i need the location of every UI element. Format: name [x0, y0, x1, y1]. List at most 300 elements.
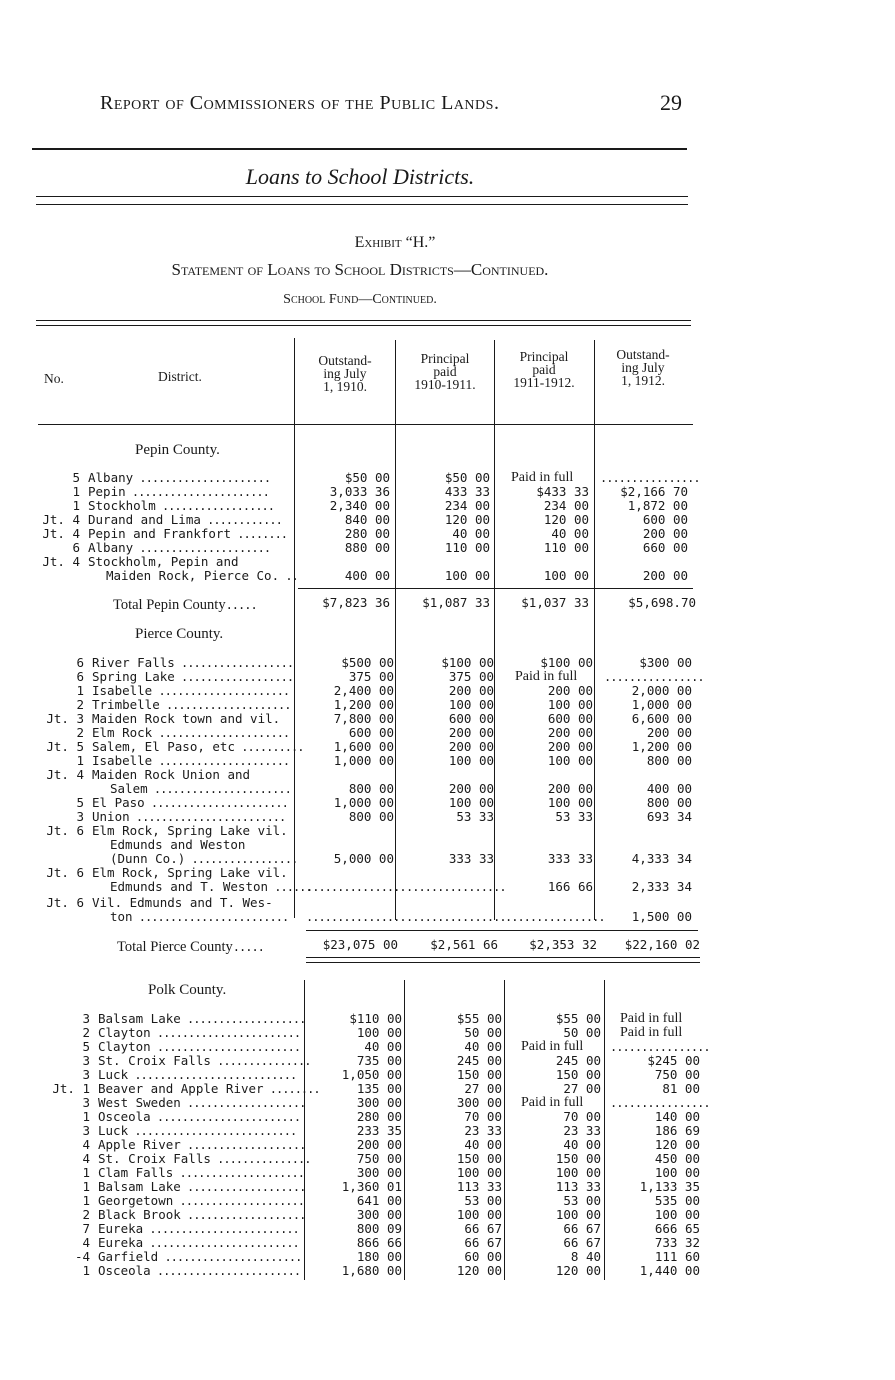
- amount-c1: 100 00: [356, 1025, 402, 1040]
- amount-c2: 600 00: [448, 711, 494, 726]
- row-number: 3: [82, 1053, 90, 1068]
- row-number: 4: [82, 1137, 90, 1152]
- total-pepin-c1: $7,823 36: [322, 595, 390, 610]
- running-head: Report of Commissioners of the Public Lands.: [100, 92, 500, 114]
- amount-c2: 70 00: [464, 1109, 502, 1124]
- leader-dots: ...................: [180, 1096, 306, 1110]
- row-number: 4: [82, 1151, 90, 1166]
- district-name: (Dunn Co.) .................: [110, 851, 298, 866]
- county-heading-pepin: Pepin County.: [135, 442, 220, 458]
- empty-leader-dots: ................: [610, 1096, 710, 1110]
- amount-c4: 1,000 00: [631, 697, 692, 712]
- district-name: Maiden Rock Union and: [92, 767, 251, 782]
- amount-c4: 1,133 35: [639, 1179, 700, 1194]
- amount-c2: 53 00: [464, 1193, 502, 1208]
- leader-dots: .....................: [133, 541, 271, 555]
- amount-c1: 1,050 00: [341, 1067, 402, 1082]
- amount-c1: $50 00: [344, 470, 390, 485]
- amount-c2: 100 00: [444, 568, 490, 583]
- amount-c3: 100 00: [547, 753, 593, 768]
- district-name: Georgetown ....................: [98, 1193, 304, 1208]
- statement-title: Statement of Loans to School Districts—Continued.: [171, 260, 549, 279]
- row-number: 1: [82, 1179, 90, 1194]
- amount-c1: 200 00: [356, 1137, 402, 1152]
- amount-c1: 135 00: [356, 1081, 402, 1096]
- amount-c1: 1,600 00: [333, 739, 394, 754]
- leader-dots: ........................: [143, 1236, 299, 1250]
- district-name: Vil. Edmunds and T. Wes-: [92, 895, 273, 910]
- amount-c2: 60 00: [464, 1249, 502, 1264]
- amount-c4: 200 00: [642, 526, 688, 541]
- page-number: 29: [660, 90, 682, 115]
- amount-c3: 110 00: [543, 540, 589, 555]
- subtotal-rule: [298, 588, 693, 589]
- amount-c2: 100 00: [456, 1165, 502, 1180]
- row-number: 1: [72, 484, 80, 499]
- amount-c2: 100 00: [456, 1207, 502, 1222]
- row-number: Jt. 6: [46, 865, 84, 880]
- amount-c4: 200 00: [646, 725, 692, 740]
- amount-c3: 40 00: [563, 1137, 601, 1152]
- leader-dots: ....................: [173, 1194, 304, 1208]
- leader-dots: .....................: [152, 754, 290, 768]
- amount-c4: 800 00: [646, 795, 692, 810]
- row-number: 1: [72, 498, 80, 513]
- amount-c3: 23 33: [563, 1123, 601, 1138]
- amount-c1: 735 00: [356, 1053, 402, 1068]
- table-top-rule-1: [36, 320, 691, 321]
- amount-c2: 40 00: [464, 1039, 502, 1054]
- district-name: Beaver and Apple River ........: [98, 1081, 320, 1096]
- leader-dots: ...................: [180, 1208, 306, 1222]
- amount-c3: 100 00: [543, 568, 589, 583]
- section-rule-1: [36, 196, 688, 197]
- district-name: Edmunds and Weston: [110, 837, 246, 852]
- leader-dots: .......................: [150, 1040, 301, 1054]
- total-pepin-c4: $5,698.70: [628, 595, 696, 610]
- district-name: Luck ..........................: [98, 1067, 297, 1082]
- amount-c3: 100 00: [547, 795, 593, 810]
- col-header-paid-1910-1911: Principal paid 1910-1911.: [414, 351, 476, 392]
- district-name: Apple River ...................: [98, 1137, 306, 1152]
- district-name: Eureka ........................: [98, 1235, 299, 1250]
- amount-c4: 100 00: [654, 1207, 700, 1222]
- amount-c4: 600 00: [642, 512, 688, 527]
- amount-c1: 280 00: [356, 1109, 402, 1124]
- leader-dots: ........: [231, 527, 288, 541]
- amount-c3: 333 33: [547, 851, 593, 866]
- col-header-no: No.: [44, 371, 64, 386]
- amount-c1: 3,033 36: [329, 484, 390, 499]
- amount-c3: 600 00: [547, 711, 593, 726]
- row-number: 5: [72, 470, 80, 485]
- row-number: 3: [76, 809, 84, 824]
- row-number: Jt. 3: [46, 711, 84, 726]
- amount-c3: 100 00: [555, 1165, 601, 1180]
- amount-c2: 333 33: [448, 851, 494, 866]
- amount-c1: 5,000 00: [333, 851, 394, 866]
- amount-c2: 120 00: [444, 512, 490, 527]
- col-header-outstanding-1910: Outstand- ing July 1, 1910.: [318, 353, 372, 394]
- amount-c1: 1,680 00: [341, 1263, 402, 1278]
- district-name: Stockholm, Pepin and: [88, 554, 239, 569]
- amount-c4: 1,500 00: [631, 909, 692, 924]
- amount-c4: 111 60: [654, 1249, 700, 1264]
- amount-c3: 200 00: [547, 781, 593, 796]
- amount-c4: 2,333 34: [631, 879, 692, 894]
- col-header-outstanding-1912: Outstand- ing July 1, 1912.: [616, 347, 670, 388]
- amount-c3: 53 33: [555, 809, 593, 824]
- leader-dots: ........: [263, 1082, 320, 1096]
- amount-c1: 180 00: [356, 1249, 402, 1264]
- leader-dots: ........................: [132, 910, 289, 924]
- leader-dots: ..: [279, 569, 298, 583]
- leader-dots: .......................: [150, 1264, 301, 1278]
- amount-c1: 300 00: [356, 1095, 402, 1110]
- amount-c2: $50 00: [444, 470, 490, 485]
- empty-leader-dots: ................: [406, 880, 506, 894]
- row-number: 3: [82, 1067, 90, 1082]
- amount-c3: 166 66: [547, 879, 593, 894]
- row-number: 4: [82, 1235, 90, 1250]
- row-number: Jt. 4: [42, 526, 80, 541]
- amount-c2: 150 00: [456, 1151, 502, 1166]
- county-heading-pierce: Pierce County.: [135, 626, 224, 642]
- amount-c3: 120 00: [555, 1263, 601, 1278]
- col-divider: [604, 980, 605, 1280]
- leader-dots: .......................: [150, 1026, 301, 1040]
- col-divider: [594, 340, 595, 920]
- col-divider: [494, 340, 495, 920]
- district-name: Durand and Lima ............: [88, 512, 282, 527]
- district-name: Elm Rock .....................: [92, 725, 290, 740]
- district-name: West Sweden ...................: [98, 1095, 306, 1110]
- amount-c3: 150 00: [555, 1067, 601, 1082]
- row-number: 3: [82, 1095, 90, 1110]
- amount-c2: 66 67: [464, 1235, 502, 1250]
- empty-leader-dots: ................: [604, 670, 704, 684]
- row-number: Jt. 5: [46, 739, 84, 754]
- amount-c3: 120 00: [543, 512, 589, 527]
- amount-c3: 70 00: [563, 1109, 601, 1124]
- amount-c1: 300 00: [356, 1207, 402, 1222]
- amount-c4: 535 00: [654, 1193, 700, 1208]
- amount-c2: 23 33: [464, 1123, 502, 1138]
- amount-c1: 1,200 00: [333, 697, 394, 712]
- leader-dots: ..................: [155, 499, 275, 513]
- district-name: Elm Rock, Spring Lake vil.: [92, 865, 288, 880]
- amount-c3: 50 00: [563, 1025, 601, 1040]
- district-name: Union ........................: [92, 809, 286, 824]
- leader-dots: ..................: [174, 656, 294, 670]
- district-name: Black Brook ...................: [98, 1207, 306, 1222]
- section-title: Loans to School Districts.: [245, 164, 475, 189]
- total-pepin-c2: $1,087 33: [422, 595, 490, 610]
- leader-dots: .....................: [152, 684, 290, 698]
- total-pierce-c4: $22,160 02: [624, 937, 700, 952]
- leader-dots: ..................: [174, 670, 294, 684]
- leader-dots: ...................: [180, 1012, 306, 1026]
- district-name: Eureka ........................: [98, 1221, 299, 1236]
- leader-dots: ....................: [159, 698, 291, 712]
- district-name: Stockholm ..................: [88, 498, 275, 513]
- fund-title: School Fund—Continued.: [283, 292, 437, 307]
- row-number: 3: [82, 1123, 90, 1138]
- amount-c3: Paid in full: [521, 1095, 584, 1110]
- district-name: St. Croix Falls ...............: [98, 1053, 311, 1068]
- district-name: Salem, El Paso, etc ..........: [92, 739, 304, 754]
- header-bottom-rule: [38, 424, 693, 425]
- leader-dots: ..........: [235, 740, 304, 754]
- total-label: Total Pierce County.....: [117, 939, 264, 955]
- district-name: Clayton .......................: [98, 1039, 301, 1054]
- amount-c3: 66 67: [563, 1221, 601, 1236]
- total-rule-2: [306, 962, 700, 963]
- amount-c1: 840 00: [344, 512, 390, 527]
- row-number: Jt. 4: [42, 554, 80, 569]
- leader-dots: ............: [200, 513, 282, 527]
- amount-c1: 800 09: [356, 1221, 402, 1236]
- amount-c3: Paid in full: [515, 669, 578, 684]
- amount-c3: 200 00: [547, 683, 593, 698]
- leader-dots: ........................: [129, 810, 286, 824]
- district-name: Balsam Lake ...................: [98, 1179, 306, 1194]
- amount-c1: 1,000 00: [333, 795, 394, 810]
- amount-c1: $500 00: [341, 655, 394, 670]
- row-number: 3: [82, 1011, 90, 1026]
- amount-c4: $2,166 70: [620, 484, 688, 499]
- amount-c3: 66 67: [563, 1235, 601, 1250]
- district-name: Garfield ......................: [98, 1249, 302, 1264]
- amount-c4: 4,333 34: [631, 851, 692, 866]
- amount-c1: 2,400 00: [333, 683, 394, 698]
- amount-c1: 866 66: [356, 1235, 402, 1250]
- col-header-district: District.: [158, 369, 202, 384]
- amount-c2: 66 67: [464, 1221, 502, 1236]
- row-number: 1: [76, 683, 84, 698]
- district-name: Osceola .......................: [98, 1109, 301, 1124]
- exhibit-title: Exhibit “H.”: [354, 234, 436, 251]
- amount-c3: 113 33: [555, 1179, 601, 1194]
- amount-c3: 150 00: [555, 1151, 601, 1166]
- total-label: Total Pepin County.....: [113, 597, 257, 613]
- leader-dots: ......................: [158, 1250, 302, 1264]
- amount-c3: 100 00: [555, 1207, 601, 1222]
- total-pierce-c3: $2,353 32: [529, 937, 597, 952]
- leader-dots: ..........................: [128, 1068, 297, 1082]
- amount-c2: 113 33: [456, 1179, 502, 1194]
- row-number: 2: [76, 725, 84, 740]
- amount-c3: $433 33: [536, 484, 589, 499]
- district-name: Osceola .......................: [98, 1263, 301, 1278]
- amount-c4: 660 00: [642, 540, 688, 555]
- leader-dots: .....................: [152, 726, 290, 740]
- col-divider: [404, 980, 405, 1280]
- col-header-paid-1911-1912: Principal paid 1911-1912.: [513, 349, 575, 390]
- amount-c4: 81 00: [662, 1081, 700, 1096]
- row-number: 1: [76, 753, 84, 768]
- amount-c4: $300 00: [639, 655, 692, 670]
- amount-c2: 120 00: [456, 1263, 502, 1278]
- amount-c3: 100 00: [547, 697, 593, 712]
- amount-c2: 40 00: [464, 1137, 502, 1152]
- row-number: 6: [72, 540, 80, 555]
- amount-c3: 200 00: [547, 725, 593, 740]
- amount-c4: 140 00: [654, 1109, 700, 1124]
- row-number: 1: [82, 1193, 90, 1208]
- amount-c2: 200 00: [448, 683, 494, 698]
- amount-c4: 666 65: [654, 1221, 700, 1236]
- district-name: El Paso ......................: [92, 795, 288, 810]
- row-number: Jt. 6: [46, 895, 84, 910]
- amount-c1: 800 00: [348, 809, 394, 824]
- amount-c4: 750 00: [654, 1067, 700, 1082]
- total-pierce-c2: $2,561 66: [430, 937, 498, 952]
- district-name: Isabelle .....................: [92, 753, 290, 768]
- county-heading-polk: Polk County.: [148, 982, 227, 998]
- row-number: 6: [76, 669, 84, 684]
- section-rule-2: [36, 204, 688, 205]
- total-pepin-c3: $1,037 33: [521, 595, 589, 610]
- leader-dots: .......................: [150, 1110, 301, 1124]
- amount-c4: Paid in full: [620, 1025, 683, 1040]
- amount-c3: Paid in full: [521, 1039, 584, 1054]
- leader-dots: ........................: [143, 1222, 299, 1236]
- row-number: 2: [82, 1025, 90, 1040]
- amount-c2: 200 00: [448, 781, 494, 796]
- leader-dots: ......................: [125, 485, 269, 499]
- amount-c3: 245 00: [555, 1053, 601, 1068]
- district-name: Pepin ......................: [88, 484, 269, 499]
- row-number: Jt. 4: [42, 512, 80, 527]
- empty-leader-dots: ................: [306, 910, 406, 924]
- amount-c2: 100 00: [448, 795, 494, 810]
- district-name: Luck ..........................: [98, 1123, 297, 1138]
- amount-c1: 280 00: [344, 526, 390, 541]
- amount-c4: 200 00: [642, 568, 688, 583]
- district-name: Spring Lake ..................: [92, 669, 294, 684]
- amount-c2: 100 00: [448, 697, 494, 712]
- amount-c1: 800 00: [348, 781, 394, 796]
- leader-dots: ..........................: [128, 1124, 297, 1138]
- row-number: 1: [82, 1109, 90, 1124]
- amount-c2: 53 33: [456, 809, 494, 824]
- row-number: 7: [82, 1221, 90, 1236]
- col-divider: [294, 338, 295, 918]
- district-name: Albany .....................: [88, 540, 271, 555]
- amount-c2: 40 00: [452, 526, 490, 541]
- amount-c4: 800 00: [646, 753, 692, 768]
- amount-c2: 200 00: [448, 739, 494, 754]
- district-name: Maiden Rock, Pierce Co. ..: [106, 568, 298, 583]
- district-name: Trimbelle ....................: [92, 697, 291, 712]
- amount-c4: 1,440 00: [639, 1263, 700, 1278]
- amount-c1: 7,800 00: [333, 711, 394, 726]
- leader-dots: .....................: [133, 471, 271, 485]
- amount-c4: 450 00: [654, 1151, 700, 1166]
- amount-c1: 600 00: [348, 725, 394, 740]
- leader-dots: ...................: [180, 1180, 306, 1194]
- amount-c1: 1,360 01: [341, 1179, 402, 1194]
- empty-leader-dots: ................: [600, 471, 700, 485]
- amount-c2: 50 00: [464, 1025, 502, 1040]
- row-number: 5: [82, 1039, 90, 1054]
- row-number: Jt. 4: [46, 767, 84, 782]
- amount-c2: 150 00: [456, 1067, 502, 1082]
- amount-c1: 233 35: [356, 1123, 402, 1138]
- leader-dots: ......................: [147, 782, 291, 796]
- amount-c4: $245 00: [647, 1053, 700, 1068]
- amount-c2: 100 00: [448, 753, 494, 768]
- row-number: -4: [74, 1249, 90, 1264]
- row-number: 2: [82, 1207, 90, 1222]
- amount-c4: 400 00: [646, 781, 692, 796]
- district-name: Isabelle .....................: [92, 683, 290, 698]
- leader-dots: ....................: [173, 1166, 304, 1180]
- district-name: River Falls ..................: [92, 655, 294, 670]
- amount-c3: Paid in full: [511, 470, 574, 485]
- amount-c4: 2,000 00: [631, 683, 692, 698]
- amount-c1: 880 00: [344, 540, 390, 555]
- amount-c4: 100 00: [654, 1165, 700, 1180]
- leader-dots: ......: [268, 880, 312, 894]
- amount-c2: 200 00: [448, 725, 494, 740]
- row-number: 5: [76, 795, 84, 810]
- district-name: Albany .....................: [88, 470, 271, 485]
- amount-c4: 6,600 00: [631, 711, 692, 726]
- district-name: Salem ......................: [110, 781, 291, 796]
- district-name: St. Croix Falls ...............: [98, 1151, 311, 1166]
- amount-c4: 733 32: [654, 1235, 700, 1250]
- col-divider: [395, 340, 396, 920]
- empty-leader-dots: ................: [406, 910, 506, 924]
- amount-c2: 27 00: [464, 1081, 502, 1096]
- district-name: Clayton .......................: [98, 1025, 301, 1040]
- amount-c4: 120 00: [654, 1137, 700, 1152]
- amount-c3: $55 00: [555, 1011, 601, 1026]
- subtotal-rule: [306, 930, 698, 931]
- leader-dots: ...................: [180, 1138, 306, 1152]
- amount-c3: 234 00: [543, 498, 589, 513]
- row-number: 1: [82, 1263, 90, 1278]
- amount-c4: 1,200 00: [631, 739, 692, 754]
- amount-c1: 40 00: [364, 1039, 402, 1054]
- district-name: Maiden Rock town and vil.: [92, 711, 281, 726]
- amount-c4: Paid in full: [620, 1011, 683, 1026]
- row-number: 1: [82, 1165, 90, 1180]
- row-number: 2: [76, 697, 84, 712]
- amount-c2: $55 00: [456, 1011, 502, 1026]
- amount-c3: 40 00: [551, 526, 589, 541]
- amount-c1: 641 00: [356, 1193, 402, 1208]
- amount-c4: 693 34: [646, 809, 692, 824]
- top-rule: [32, 148, 687, 150]
- amount-c1: 2,340 00: [329, 498, 390, 513]
- amount-c3: 200 00: [547, 739, 593, 754]
- amount-c1: $110 00: [349, 1011, 402, 1026]
- amount-c4: 186 69: [654, 1123, 700, 1138]
- empty-leader-dots: ................: [610, 1040, 710, 1054]
- row-number: 6: [76, 655, 84, 670]
- district-name: ton ........................: [110, 909, 289, 924]
- district-name: Pepin and Frankfort ........: [88, 526, 288, 541]
- amount-c2: 300 00: [456, 1095, 502, 1110]
- table-top-rule-2: [36, 325, 691, 326]
- amount-c3: 8 40: [570, 1249, 601, 1264]
- district-name: Elm Rock, Spring Lake vil.: [92, 823, 288, 838]
- amount-c4: 1,872 00: [627, 498, 688, 513]
- leader-dots: ......................: [144, 796, 288, 810]
